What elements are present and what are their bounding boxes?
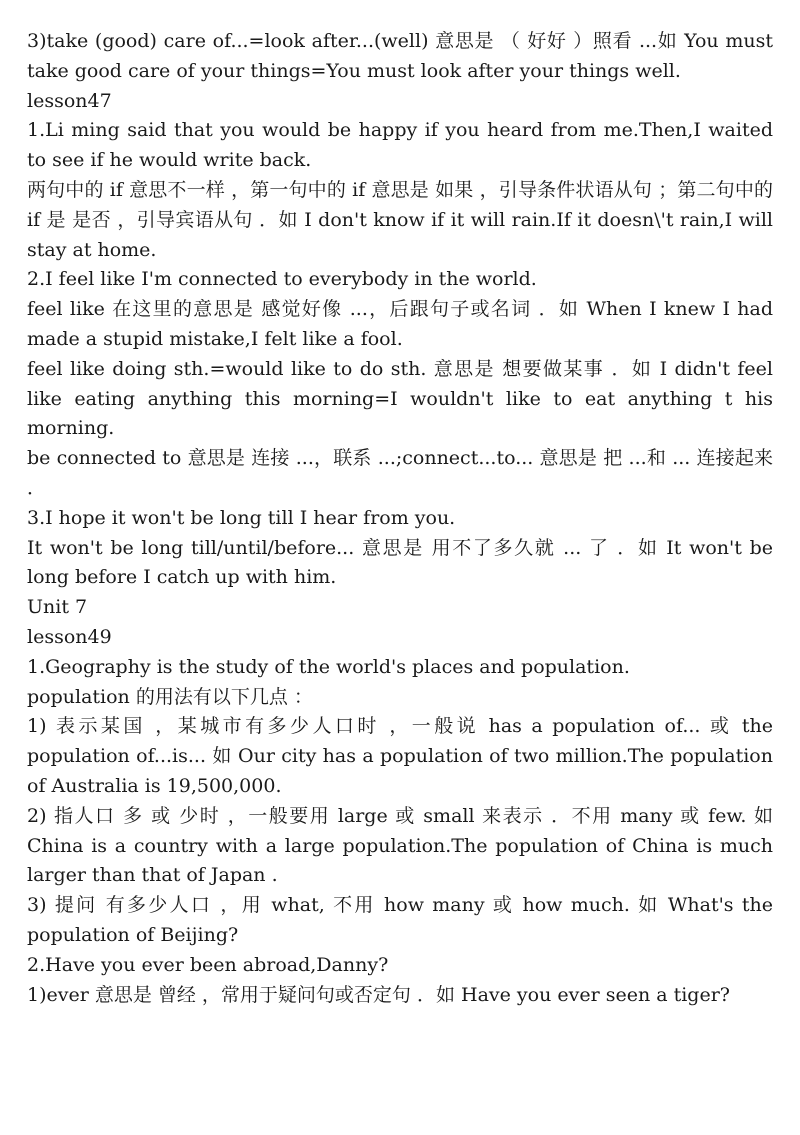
text-line: 1.Geography is the study of the world's places and population. [27, 655, 630, 678]
text-line: be connected to 意思是 连接 ...，联系 ...;connect...to... 意思是 把 ...和 ... 连接起来 ． [27, 447, 773, 499]
lesson-heading: lesson49 [27, 625, 112, 648]
text-line: It won't be long till/until/before... 意思是 用不了多久就 ... 了 ．如 It won't be long before I catch up with him. [27, 536, 773, 589]
text-line: 2.Have you ever been abroad,Danny? [27, 953, 389, 976]
text-line: feel like 在这里的意思是 感觉好像 ...，后跟句子或名词 ．如 When I knew I had made a stupid mistake,I felt like a fool. [27, 298, 773, 350]
text-line: 3) 提问 有多少人口 ，用 what, 不用 how many 或 how much. 如 What's the population of Beijing? [27, 894, 773, 946]
text-line: 1) 表示某国 ，某城市有多少人口时 ，一般说 has a population of... 或 the population of...is... 如 Our city has a population of two million.The population of Australia is 19,500,000. [27, 715, 773, 797]
text-line: 2) 指人口 多 或 少时 ，一般要用 large 或 small 来表示 ．不用 many 或 few. 如 China is a country with a large population.The population of China is much larger than that of Japan . [27, 804, 773, 887]
text-line: 3)take (good) care of...=look after...(well) 意思是 （ 好好 ）照看 ...如 You must take good care of your things=You must look after your things well. [27, 30, 773, 82]
text-line: population 的用法有以下几点 ： [27, 685, 313, 708]
text-line: feel like doing sth.=would like to do sth. 意思是 想要做某事 ．如 I didn't feel like eating anything this morning=I wouldn't like to eat anything t his morning. [27, 357, 773, 440]
unit-heading: Unit 7 [27, 596, 88, 619]
text-line: 2.I feel like I'm connected to everybody in the world. [27, 268, 537, 291]
text-line: 3.I hope it won't be long till I hear from you. [27, 506, 456, 529]
text-line: 两句中的 if 意思不一样 ，第一句中的 if 意思是 如果 ，引导条件状语从句 ；第二句中的 if 是 是否 ，引导宾语从句 ．如 I don't know if it will rain.If it doesn\'t rain,I will stay at home. [27, 178, 773, 261]
document-body [27, 27, 773, 1010]
lesson-heading: lesson47 [27, 89, 112, 112]
text-line: 1)ever 意思是 曾经 ，常用于疑问句或否定句 ．如 Have you ever seen a tiger? [27, 983, 730, 1006]
text-line: 1.Li ming said that you would be happy if you heard from me.Then,I waited to see if he would write back. [27, 119, 773, 172]
